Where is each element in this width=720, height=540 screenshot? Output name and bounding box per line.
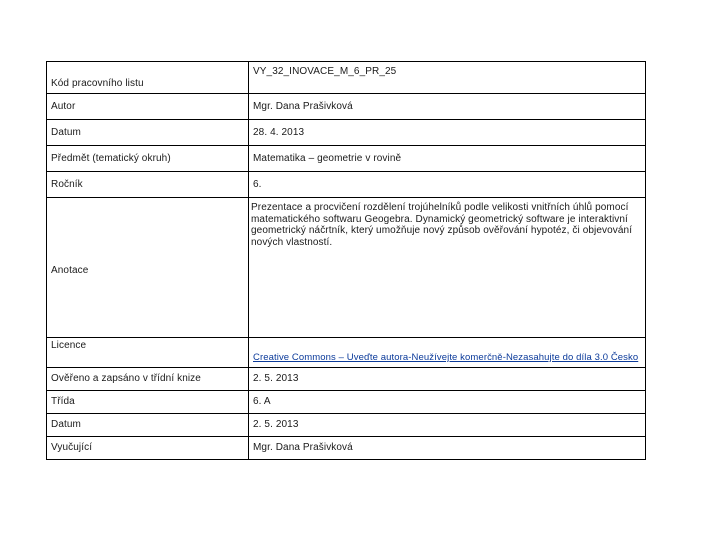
label-licence: Licence: [47, 338, 249, 368]
label-vyucujici: Vyučující: [47, 437, 249, 460]
label-datum-2: Datum: [47, 414, 249, 437]
row-kod: [47, 62, 646, 94]
row-datum-2: [47, 414, 646, 437]
value-autor: Mgr. Dana Prašivková: [249, 94, 646, 120]
row-overeno: [47, 368, 646, 391]
label-kod: Kód pracovního listu: [47, 62, 249, 94]
license-link[interactable]: Creative Commons – Uveďte autora-Neužívejte komerčně-Nezasahujte do díla 3.0 Česko: [253, 352, 639, 363]
value-datum: 28. 4. 2013: [249, 120, 646, 146]
row-autor: [47, 94, 646, 120]
value-rocnik: 6.: [249, 172, 646, 198]
label-trida: Třída: [47, 391, 249, 414]
value-predmet: Matematika – geometrie v rovině: [249, 146, 646, 172]
value-trida: 6. A: [249, 391, 646, 414]
label-datum: Datum: [47, 120, 249, 146]
value-licence-cell: [249, 338, 646, 368]
worksheet-info-table: [46, 61, 646, 460]
label-anotace: Anotace: [47, 198, 249, 338]
row-predmet: [47, 146, 646, 172]
label-rocnik: Ročník: [47, 172, 249, 198]
row-rocnik: [47, 172, 646, 198]
value-vyucujici: Mgr. Dana Prašivková: [249, 437, 646, 460]
value-datum-2: 2. 5. 2013: [249, 414, 646, 437]
row-licence: [47, 338, 646, 368]
value-anotace: Prezentace a procvičení rozdělení trojúhelníků podle velikosti vnitřních úhlů pomocí matematického softwaru Geogebra. Dynamický geometrický software je interaktivní geometrický náčrtník, který umožňuje nový způsob ověřování hypotéz, či objevování nových vlastností.: [249, 198, 646, 338]
label-overeno: Ověřeno a zapsáno v třídní knize: [47, 368, 249, 391]
value-kod: VY_32_INOVACE_M_6_PR_25: [249, 62, 646, 94]
row-vyucujici: [47, 437, 646, 460]
row-anotace: [47, 198, 646, 338]
label-autor: Autor: [47, 94, 249, 120]
row-trida: [47, 391, 646, 414]
value-overeno: 2. 5. 2013: [249, 368, 646, 391]
row-datum: [47, 120, 646, 146]
label-predmet: Předmět (tematický okruh): [47, 146, 249, 172]
